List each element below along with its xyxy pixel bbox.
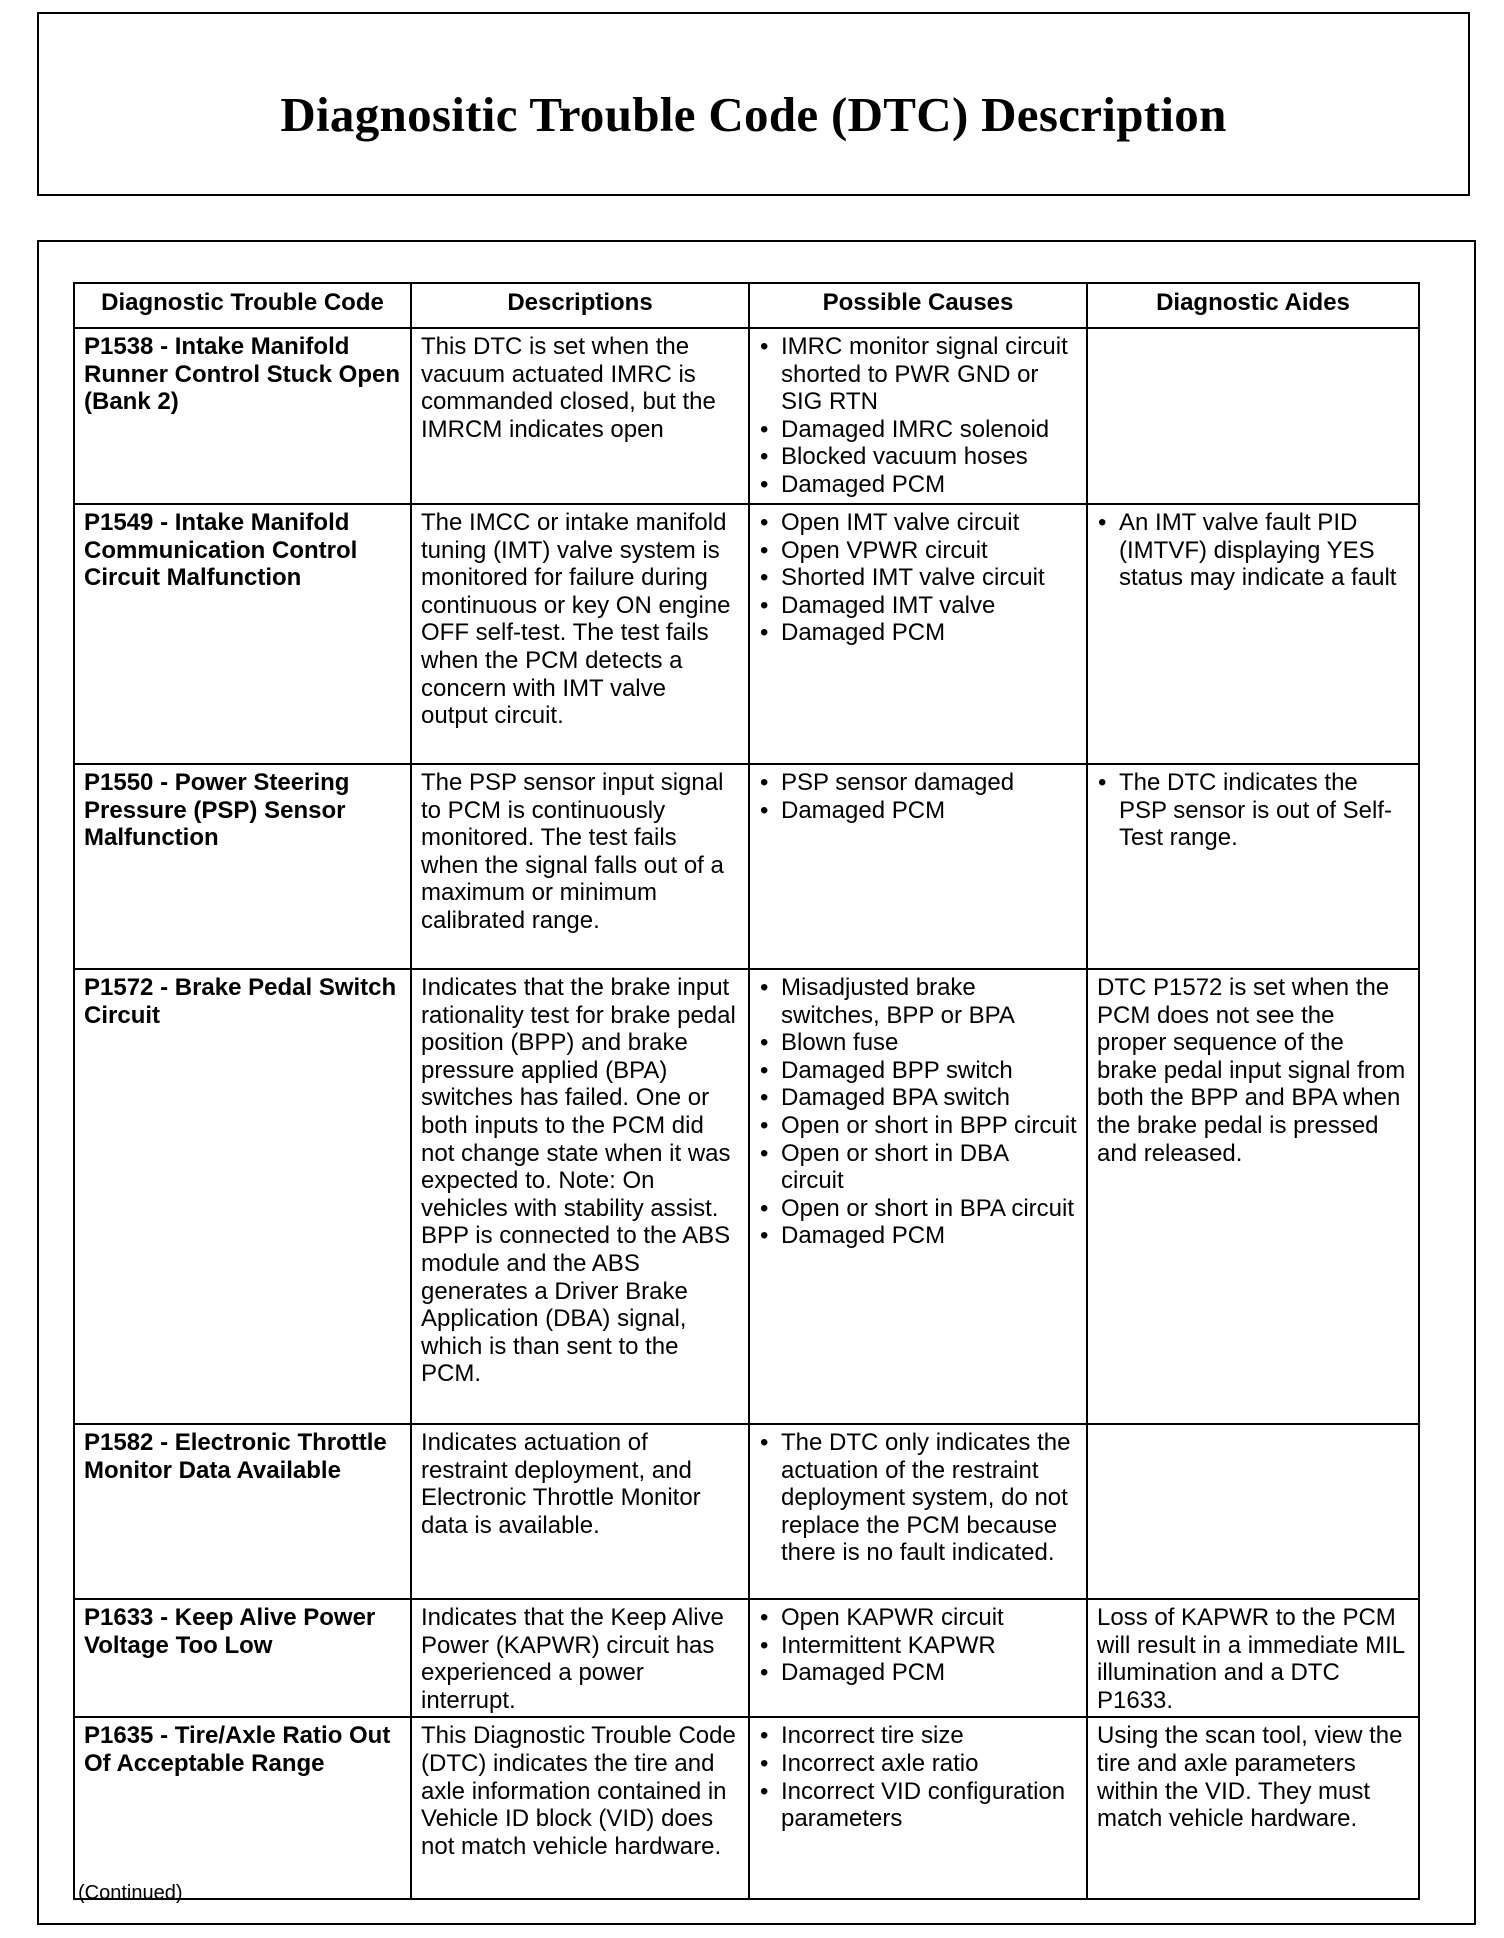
dtc-code-cell bbox=[74, 1717, 411, 1899]
aide-item: • An IMT valve fault PID (IMTVF) displaying YES status may indicate a fault bbox=[1097, 509, 1409, 592]
aide-text: Loss of KAPWR to the PCM will result in a immediate MIL illumination and a DTC P1633. bbox=[1097, 1604, 1405, 1714]
continued-note: (Continued) bbox=[78, 1882, 183, 1904]
cause-item: • Damaged PCM bbox=[759, 797, 1077, 825]
causes-list bbox=[759, 509, 1077, 647]
header-row bbox=[74, 283, 1419, 328]
dtc-code-name: Power Steering Pressure (PSP) Sensor Malfunction bbox=[84, 769, 350, 852]
aides-cell bbox=[1087, 1717, 1419, 1899]
table-body bbox=[74, 328, 1419, 1899]
cause-item: • Intermittent KAPWR bbox=[759, 1632, 1077, 1660]
dtc-code-name: Intake Manifold Runner Control Stuck Open (Bank 2) bbox=[84, 333, 401, 416]
cause-item: • Open or short in DBA circuit bbox=[759, 1140, 1077, 1195]
cause-item: • Shorted IMT valve circuit bbox=[759, 564, 1077, 592]
table-row bbox=[74, 1599, 1419, 1717]
dtc-code-separator: - bbox=[153, 1604, 175, 1631]
cause-item: • Open IMT valve circuit bbox=[759, 509, 1077, 537]
cause-item: • Open VPWR circuit bbox=[759, 537, 1077, 565]
table-row bbox=[74, 328, 1419, 504]
cause-item: • Incorrect VID configuration parameters bbox=[759, 1778, 1077, 1833]
aides-cell bbox=[1087, 504, 1419, 764]
cause-item: • The DTC only indicates the actuation of the restraint deployment system, do not replace the PCM because there is no fault indicated. bbox=[759, 1429, 1077, 1567]
aides-list bbox=[1097, 769, 1409, 852]
description-cell: The PSP sensor input signal to PCM is continuously monitored. The test fails when the signal falls out of a maximum or minimum calibrated range. bbox=[411, 764, 749, 969]
cause-item: • Incorrect axle ratio bbox=[759, 1750, 1077, 1778]
cause-item: • Incorrect tire size bbox=[759, 1722, 1077, 1750]
aides-list bbox=[1097, 509, 1409, 592]
causes-cell bbox=[749, 504, 1087, 764]
description-cell: This Diagnostic Trouble Code (DTC) indicates the tire and axle information contained in Vehicle ID block (VID) does not match vehicle hardware. bbox=[411, 1717, 749, 1899]
dtc-code-name: Tire/Axle Ratio Out Of Acceptable Range bbox=[84, 1722, 391, 1777]
dtc-code-cell bbox=[74, 969, 411, 1424]
causes-list bbox=[759, 769, 1077, 824]
cause-item: • Damaged PCM bbox=[759, 1222, 1077, 1250]
dtc-code-cell bbox=[74, 1599, 411, 1717]
dtc-code-name: Intake Manifold Communication Control Circuit Malfunction bbox=[84, 509, 358, 592]
aide-item: • The DTC indicates the PSP sensor is out of Self-Test range. bbox=[1097, 769, 1409, 852]
cause-item: • Open or short in BPP circuit bbox=[759, 1112, 1077, 1140]
table-row bbox=[74, 504, 1419, 764]
aides-cell bbox=[1087, 1599, 1419, 1717]
cause-item: • PSP sensor damaged bbox=[759, 769, 1077, 797]
cause-item: • Damaged PCM bbox=[759, 471, 1077, 499]
dtc-code-cell bbox=[74, 328, 411, 504]
causes-list bbox=[759, 1429, 1077, 1567]
cause-item: • Damaged PCM bbox=[759, 1659, 1077, 1687]
dtc-code-id: P1550 bbox=[84, 769, 154, 796]
dtc-code-id: P1572 bbox=[84, 974, 154, 1001]
dtc-code-id: P1582 bbox=[84, 1429, 154, 1456]
description-cell: This DTC is set when the vacuum actuated IMRC is commanded closed, but the IMRCM indicates open bbox=[411, 328, 749, 504]
page-title: Diagnositic Trouble Code (DTC) Description bbox=[280, 87, 1227, 142]
description-cell: Indicates that the brake input rationality test for brake pedal position (BPP) and brake pressure applied (BPA) switches has failed. One or both inputs to the PCM did not change state when it was expected to. Note: On vehicles with stability assist. BPP is connected to the ABS module and the ABS generates a Driver Brake Application (DBA) signal, which is than sent to the PCM. bbox=[411, 969, 749, 1424]
description-cell: Indicates actuation of restraint deployment, and Electronic Throttle Monitor data is available. bbox=[411, 1424, 749, 1599]
dtc-code-separator: - bbox=[153, 1429, 175, 1456]
dtc-code-id: P1635 bbox=[84, 1722, 154, 1750]
cause-item: • Damaged PCM bbox=[759, 619, 1077, 647]
causes-list bbox=[759, 333, 1077, 499]
causes-cell bbox=[749, 1717, 1087, 1899]
cause-item: • Blown fuse bbox=[759, 1029, 1077, 1057]
header-possible-causes: Possible Causes bbox=[749, 283, 1087, 328]
aides-cell bbox=[1087, 969, 1419, 1424]
cause-item: • Damaged IMT valve bbox=[759, 592, 1077, 620]
cause-item: • Damaged BPP switch bbox=[759, 1057, 1077, 1085]
cause-item: • Damaged BPA switch bbox=[759, 1084, 1077, 1112]
dtc-code-id: P1549 bbox=[84, 509, 154, 536]
table-row bbox=[74, 764, 1419, 969]
cause-item: • Open KAPWR circuit bbox=[759, 1604, 1077, 1632]
dtc-code-cell bbox=[74, 504, 411, 764]
table-row bbox=[74, 969, 1419, 1424]
aides-cell bbox=[1087, 1424, 1419, 1599]
dtc-code-separator: - bbox=[153, 333, 175, 360]
header-diagnostic-aides: Diagnostic Aides bbox=[1087, 283, 1419, 328]
dtc-code-cell bbox=[74, 1424, 411, 1599]
table-row bbox=[74, 1424, 1419, 1599]
causes-cell bbox=[749, 1599, 1087, 1717]
dtc-code-id: P1633 bbox=[84, 1604, 154, 1631]
description-cell: The IMCC or intake manifold tuning (IMT) valve system is monitored for failure during continuous or key ON engine OFF self-test. The test fails when the PCM detects a concern with IMT valve output circuit. bbox=[411, 504, 749, 764]
cause-item: • Damaged IMRC solenoid bbox=[759, 416, 1077, 444]
causes-cell bbox=[749, 1424, 1087, 1599]
aide-text: DTC P1572 is set when the PCM does not see the proper sequence of the brake pedal input signal from both the BPP and BPA when the brake pedal is pressed and released. bbox=[1097, 974, 1406, 1167]
cause-item: • Blocked vacuum hoses bbox=[759, 443, 1077, 471]
causes-list bbox=[759, 1722, 1077, 1832]
causes-list bbox=[759, 974, 1077, 1250]
dtc-code-separator: - bbox=[153, 1722, 175, 1750]
causes-cell bbox=[749, 764, 1087, 969]
dtc-code-separator: - bbox=[153, 769, 175, 796]
dtc-code-name: Keep Alive Power Voltage Too Low bbox=[84, 1604, 376, 1659]
dtc-code-id: P1538 bbox=[84, 333, 154, 360]
header-code: Diagnostic Trouble Code bbox=[74, 283, 411, 328]
aides-cell bbox=[1087, 764, 1419, 969]
dtc-code-name: Electronic Throttle Monitor Data Available bbox=[84, 1429, 387, 1484]
cause-item: • IMRC monitor signal circuit shorted to PWR GND or SIG RTN bbox=[759, 333, 1077, 416]
causes-cell bbox=[749, 328, 1087, 504]
table-row bbox=[74, 1717, 1419, 1899]
title-box bbox=[37, 12, 1470, 196]
dtc-code-separator: - bbox=[153, 974, 175, 1001]
dtc-table bbox=[73, 282, 1420, 1900]
dtc-code-separator: - bbox=[153, 509, 175, 536]
cause-item: • Misadjusted brake switches, BPP or BPA bbox=[759, 974, 1077, 1029]
aide-text: Using the scan tool, view the tire and axle parameters within the VID. They must match vehicle hardware. bbox=[1097, 1722, 1403, 1833]
causes-list bbox=[759, 1604, 1077, 1687]
header-descriptions: Descriptions bbox=[411, 283, 749, 328]
aides-cell bbox=[1087, 328, 1419, 504]
cause-item: • Open or short in BPA circuit bbox=[759, 1195, 1077, 1223]
description-cell: Indicates that the Keep Alive Power (KAPWR) circuit has experienced a power interrupt. bbox=[411, 1599, 749, 1717]
causes-cell bbox=[749, 969, 1087, 1424]
dtc-code-cell bbox=[74, 764, 411, 969]
dtc-code-name: Brake Pedal Switch Circuit bbox=[84, 974, 397, 1029]
